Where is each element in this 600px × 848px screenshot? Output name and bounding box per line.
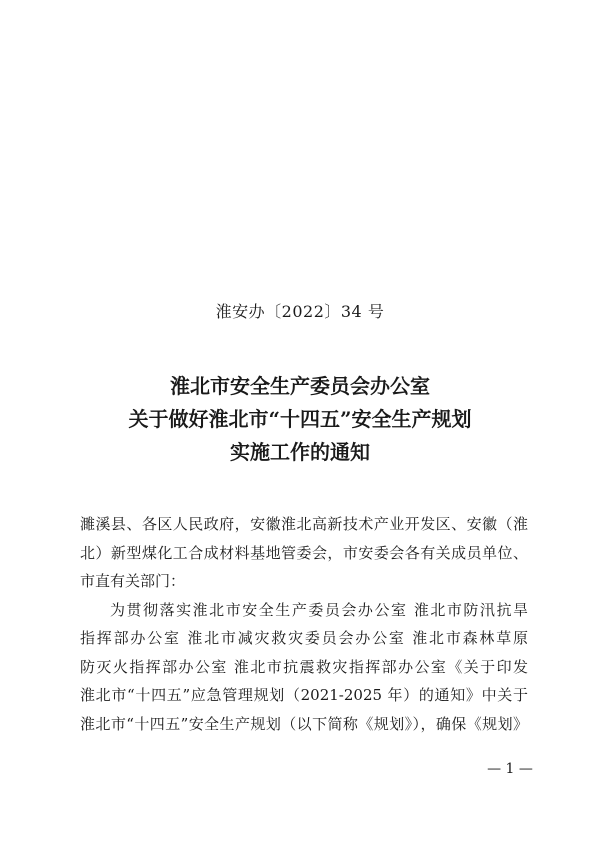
body-line-4: 淮北市“十四五”应急管理规划（2021-2025 年）的通知》中关于	[80, 686, 528, 704]
title-line-3: 实施工作的通知	[230, 440, 370, 464]
body-line-1: 为贯彻落实淮北市安全生产委员会办公室 淮北市防汛抗旱	[110, 600, 528, 619]
addressee-line-3: 市直有关部门：	[80, 572, 186, 590]
document-body	[80, 510, 528, 738]
document-title	[0, 370, 600, 469]
body-paragraph	[80, 596, 528, 739]
document-number: 淮安办〔2022〕34 号	[215, 302, 385, 321]
body-line-3: 防灭火指挥部办公室 淮北市抗震救灾指挥部办公室《关于印发	[80, 657, 528, 676]
body-line-5: 淮北市“十四五”安全生产规划（以下简称《规划》），确保《规划》	[80, 714, 528, 733]
addressee-paragraph	[80, 510, 528, 596]
body-line-2: 指挥部办公室 淮北市减灾救灾委员会办公室 淮北市森林草原	[80, 629, 528, 647]
page-number: — 1 —	[487, 761, 533, 777]
addressee-line-1: 濉溪县、各区人民政府，安徽淮北高新技术产业开发区、安徽（淮	[80, 515, 528, 533]
addressee-line-2: 北）新型煤化工合成材料基地管委会，市安委会各有关成员单位、	[80, 543, 528, 562]
title-line-1: 淮北市安全生产委员会办公室	[170, 374, 430, 398]
title-line-2: 关于做好淮北市“十四五”安全生产规划	[128, 407, 472, 431]
